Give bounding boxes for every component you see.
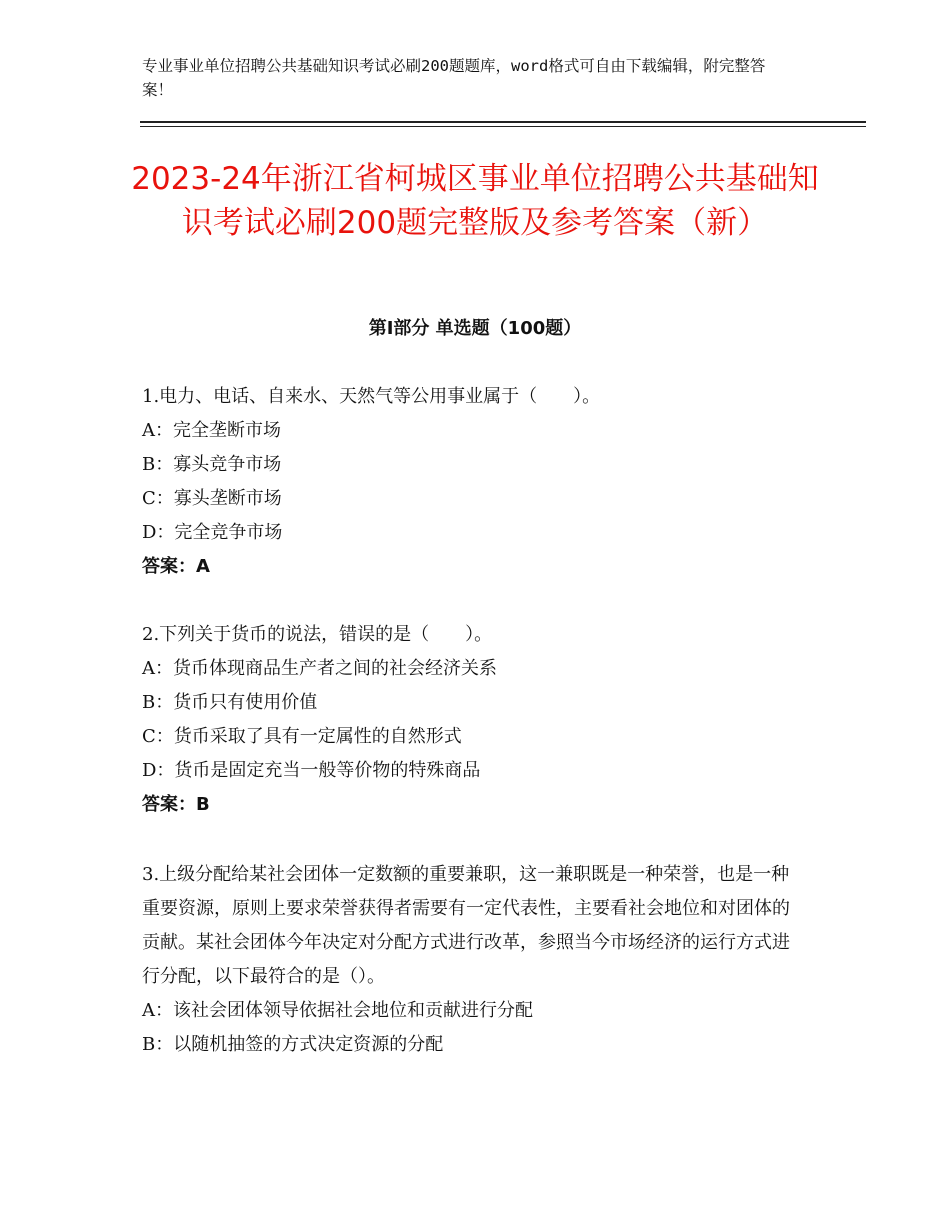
option-d: D：完全竞争市场 [142, 522, 283, 543]
question-3 [142, 858, 792, 1062]
option-a: A：完全垄断市场 [142, 420, 281, 441]
question-stem: 3.上级分配给某社会团体一定数额的重要兼职，这一兼职既是一种荣誉，也是一种重要资源，原则上要求荣誉获得者需要有一定代表性，主要看社会地位和对团体的贡献。某社会团体今年决定对分配方式进行改革，参照当今市场经济的运行方式进行分配，以下最符合的是（）。 [142, 864, 790, 987]
option-b: B：寡头竞争市场 [142, 454, 282, 475]
option-b: B：货币只有使用价值 [142, 692, 318, 713]
answer-label: 答案：B [142, 794, 210, 815]
header-note: 专业事业单位招聘公共基础知识考试必刷200题题库，word格式可自由下载编辑，附完整答案！ [142, 57, 766, 99]
option-d: D：货币是固定充当一般等价物的特殊商品 [142, 760, 481, 781]
option-a: A：该社会团体领导依据社会地位和贡献进行分配 [142, 1000, 533, 1021]
document-title: 2023-24年浙江省柯城区事业单位招聘公共基础知识考试必刷200题完整版及参考答案（新） [131, 161, 819, 241]
answer-label: 答案：A [142, 556, 210, 577]
header-rule-thin [140, 126, 866, 127]
section-title: 第Ⅰ部分 单选题（100题） [368, 318, 582, 339]
option-c: C：寡头垄断市场 [142, 488, 282, 509]
option-b: B：以随机抽签的方式决定资源的分配 [142, 1034, 444, 1055]
question-1 [142, 380, 812, 584]
option-c: C：货币采取了具有一定属性的自然形式 [142, 726, 462, 747]
question-stem: 2.下列关于货币的说法，错误的是（ ）。 [142, 624, 493, 645]
question-2 [142, 618, 812, 822]
header-rule-thick [140, 121, 866, 123]
question-stem: 1.电力、电话、自来水、天然气等公用事业属于（ ）。 [142, 386, 601, 407]
option-a: A：货币体现商品生产者之间的社会经济关系 [142, 658, 497, 679]
